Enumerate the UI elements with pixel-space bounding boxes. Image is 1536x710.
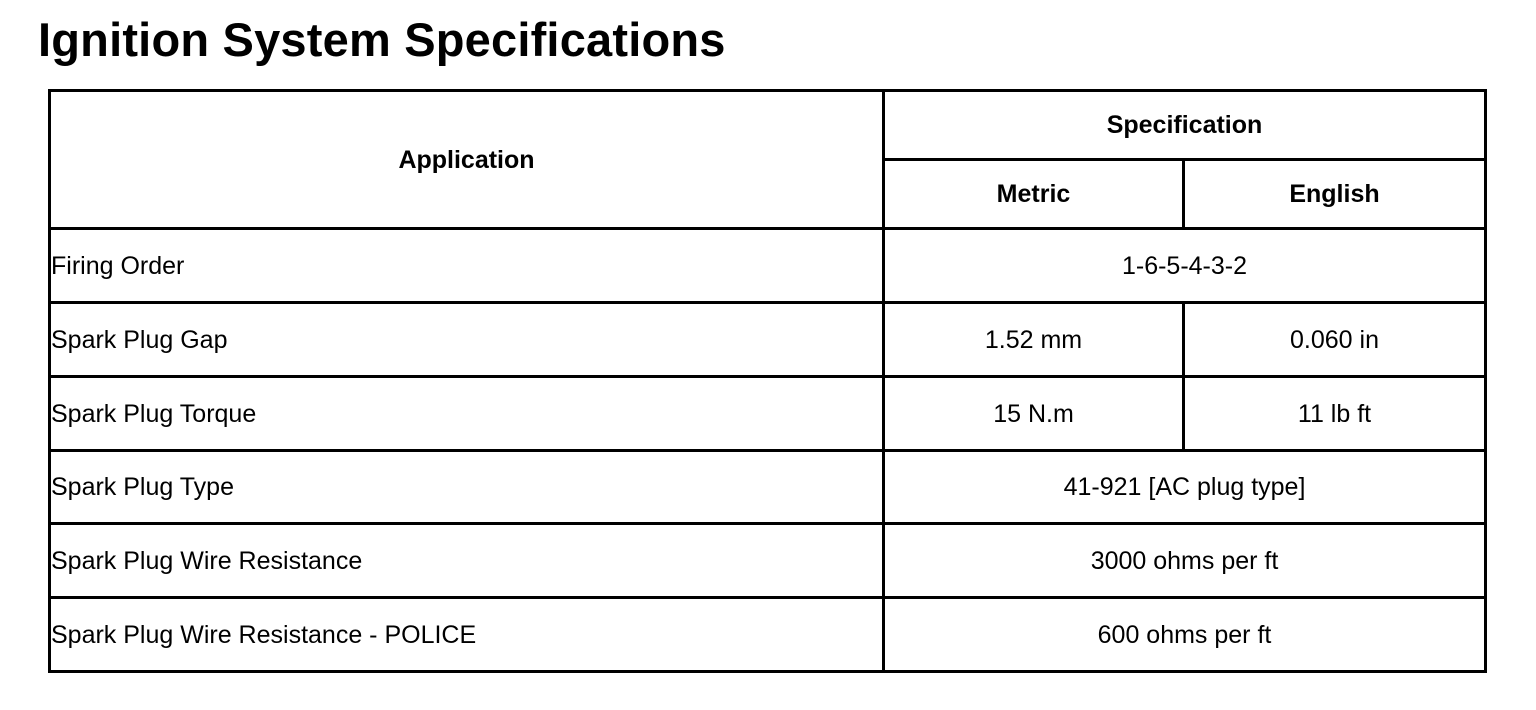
header-specification: Specification — [884, 91, 1486, 160]
page-title: Ignition System Specifications — [38, 13, 726, 66]
ignition-spec-table — [48, 89, 1487, 673]
header-english: English — [1184, 160, 1486, 229]
row-english-value: 11 lb ft — [1184, 377, 1486, 451]
row-combined-value: 41-921 [AC plug type] — [884, 451, 1486, 524]
row-application: Spark Plug Torque — [50, 377, 884, 451]
table-row-spark-plug-type — [50, 451, 1486, 524]
row-application: Firing Order — [50, 229, 884, 303]
table-row-wire-resistance-police — [50, 598, 1486, 672]
row-english-value: 0.060 in — [1184, 303, 1486, 377]
row-combined-value: 3000 ohms per ft — [884, 524, 1486, 598]
table-row-spark-plug-torque — [50, 377, 1486, 451]
row-application: Spark Plug Type — [50, 451, 884, 524]
table-row-firing-order — [50, 229, 1486, 303]
row-metric-value: 1.52 mm — [884, 303, 1184, 377]
row-combined-value: 600 ohms per ft — [884, 598, 1486, 672]
header-row-top — [50, 91, 1486, 160]
row-application: Spark Plug Wire Resistance — [50, 524, 884, 598]
row-application: Spark Plug Gap — [50, 303, 884, 377]
table-row-spark-plug-gap — [50, 303, 1486, 377]
header-metric: Metric — [884, 160, 1184, 229]
row-combined-value: 1-6-5-4-3-2 — [884, 229, 1486, 303]
row-metric-value: 15 N.m — [884, 377, 1184, 451]
row-application: Spark Plug Wire Resistance - POLICE — [50, 598, 884, 672]
header-application: Application — [50, 91, 884, 229]
table-row-wire-resistance — [50, 524, 1486, 598]
